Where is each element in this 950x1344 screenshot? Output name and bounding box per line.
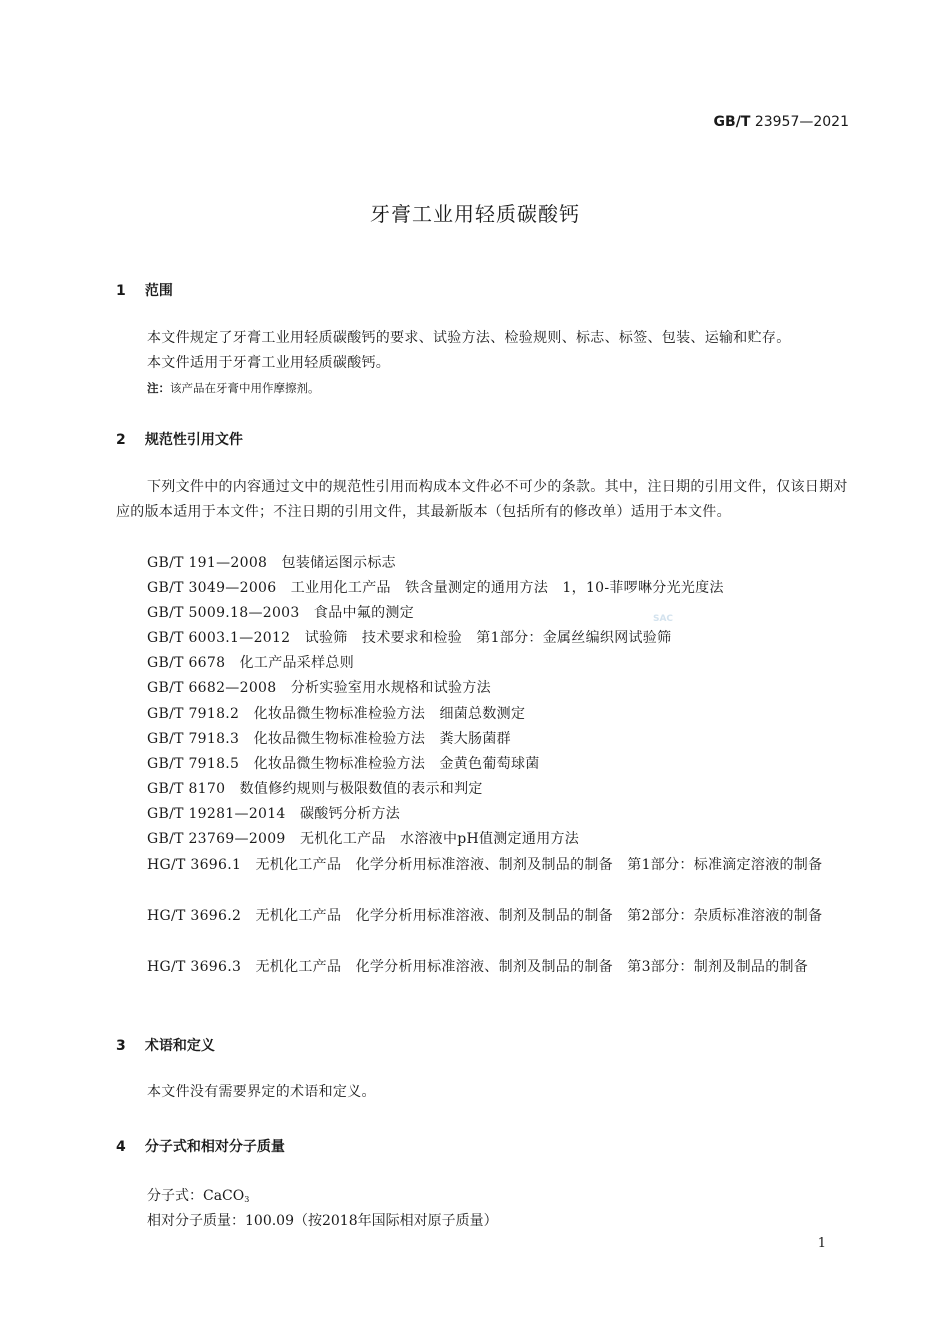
reference-item: GB/T 191—2008 包装储运图示标志	[147, 555, 396, 571]
relative-molecular-mass: 相对分子质量：100.09（按2018年国际相对原子质量）	[147, 1213, 498, 1229]
section-1-paragraph-1: 本文件规定了牙膏工业用轻质碳酸钙的要求、试验方法、检验规则、标志、标签、包装、运输和贮存。	[147, 330, 791, 346]
section-1-note	[147, 380, 320, 396]
section-title: 规范性引用文件	[144, 432, 243, 448]
section-number: 4	[116, 1139, 126, 1155]
section-title: 术语和定义	[144, 1038, 215, 1054]
reference-item: GB/T 7918.3 化妆品微生物标准检验方法 粪大肠菌群	[147, 731, 511, 747]
reference-item: GB/T 6682—2008 分析实验室用水规格和试验方法	[147, 680, 491, 696]
reference-item: GB/T 6678 化工产品采样总则	[147, 655, 355, 671]
document-title: 牙膏工业用轻质碳酸钙	[370, 202, 580, 226]
section-4-heading	[116, 1136, 285, 1156]
section-2-intro: 下列文件中的内容通过文中的规范性引用而构成本文件必不可少的条款。其中，注日期的引用文件，仅该日期对应的版本适用于本文件；不注日期的引用文件，其最新版本（包括所有的修改单）适用于本文件。	[116, 479, 848, 520]
reference-item: HG/T 3696.1 无机化工产品 化学分析用标准溶液、制剂及制品的制备 第1部分：标准滴定溶液的制备	[147, 857, 823, 873]
section-number: 2	[116, 432, 126, 448]
standard-number	[714, 114, 849, 130]
formula-label: 分子式：	[147, 1188, 203, 1204]
section-1-heading	[116, 280, 173, 300]
note-label: 注：	[147, 381, 170, 395]
reference-item: HG/T 3696.3 无机化工产品 化学分析用标准溶液、制剂及制品的制备 第3部分：制剂及制品的制备	[147, 959, 809, 975]
reference-item: GB/T 7918.2 化妆品微生物标准检验方法 细菌总数测定	[147, 706, 526, 722]
page-number: 1	[817, 1236, 826, 1251]
reference-item: GB/T 5009.18—2003 食品中氟的测定	[147, 605, 414, 621]
sac-watermark: SAC	[652, 614, 674, 624]
section-number: 1	[116, 283, 126, 299]
section-title: 分子式和相对分子质量	[144, 1139, 285, 1155]
molecular-formula	[147, 1185, 249, 1205]
reference-item: GB/T 8170 数值修约规则与极限数值的表示和判定	[147, 781, 483, 797]
reference-item: GB/T 23769—2009 无机化工产品 水溶液中pH值测定通用方法	[147, 831, 580, 847]
standard-code: 23957—2021	[754, 114, 849, 130]
reference-item: GB/T 6003.1—2012 试验筛 技术要求和检验 第1部分：金属丝编织网试验筛	[147, 630, 672, 646]
section-title: 范围	[144, 283, 173, 299]
reference-item: GB/T 7918.5 化妆品微生物标准检验方法 金黄色葡萄球菌	[147, 756, 540, 772]
note-text: 该产品在牙膏中用作摩擦剂。	[170, 381, 320, 395]
standard-prefix: GB/T	[713, 114, 751, 130]
reference-item: GB/T 19281—2014 碳酸钙分析方法	[147, 806, 401, 822]
section-1-paragraph-2: 本文件适用于牙膏工业用轻质碳酸钙。	[147, 355, 391, 371]
reference-item: HG/T 3696.2 无机化工产品 化学分析用标准溶液、制剂及制品的制备 第2部分：杂质标准溶液的制备	[147, 908, 823, 924]
section-3-heading	[116, 1035, 215, 1055]
formula-subscript: 3	[244, 1195, 250, 1204]
section-2-heading	[116, 429, 243, 449]
section-3-paragraph: 本文件没有需要界定的术语和定义。	[147, 1084, 376, 1100]
section-number: 3	[116, 1038, 126, 1054]
reference-item: GB/T 3049—2006 工业用化工产品 铁含量测定的通用方法 1，10-菲啰啉分光光度法	[147, 580, 724, 596]
formula-value: CaCO	[203, 1188, 245, 1204]
